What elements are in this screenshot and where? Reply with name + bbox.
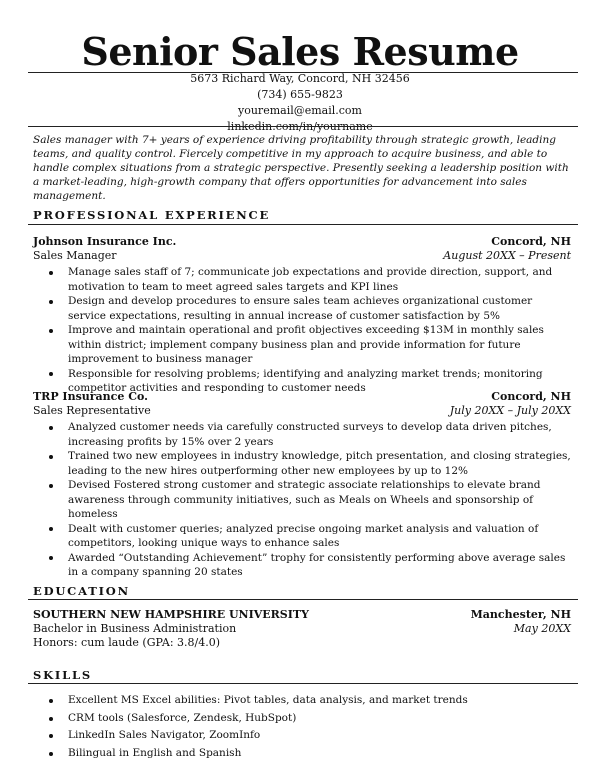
bullet-icon bbox=[49, 455, 53, 459]
phone: (734) 655-9823 bbox=[257, 88, 343, 101]
job-1-company: Johnson Insurance Inc. bbox=[33, 235, 177, 248]
bullet-icon bbox=[49, 300, 53, 304]
skill-text: Excellent MS Excel abilities: Pivot tables, data analysis, and market trends bbox=[68, 694, 468, 706]
list-item bbox=[33, 745, 573, 763]
job-1-location: Concord, NH bbox=[491, 235, 571, 248]
bullet-text: Manage sales staff of 7; communicate job expectations and provide direction, support, and motivation to team to meet agreed sales targets and KPI lines bbox=[68, 266, 553, 293]
bullet-text: Awarded “Outstanding Achievement” trophy for consistently performing above average sales in a company spanning 20 states bbox=[68, 551, 566, 578]
bullet-icon bbox=[49, 426, 53, 430]
skill-text: Bilingual in English and Spanish bbox=[68, 746, 242, 759]
email: youremail@email.com bbox=[238, 104, 362, 117]
bullet-icon bbox=[49, 717, 53, 721]
list-item bbox=[33, 420, 573, 449]
summary: Sales manager with 7+ years of experience driving profitability through strategic growth, leading teams, and quality control. Fiercely competitive in my approach to acquire business, and able to handle complex situations from a strategic perspective. Presently seeking a leadership position with a market-leading, high-growth company that offers opportunities for advancement into sales management. bbox=[33, 134, 569, 202]
job-2-bullets bbox=[33, 420, 573, 580]
bullet-icon bbox=[49, 329, 53, 333]
job-2-dates: July 20XX – July 20XX bbox=[449, 404, 571, 417]
job-2-company: TRP Insurance Co. bbox=[33, 390, 148, 403]
education-rule bbox=[28, 599, 578, 600]
job-2-location: Concord, NH bbox=[491, 390, 571, 403]
address: 5673 Richard Way, Concord, NH 32456 bbox=[190, 72, 410, 85]
bullet-text: Dealt with customer queries; analyzed precise ongoing market analysis and valuation of competitors, looking unique ways to enhance sales bbox=[68, 522, 539, 549]
job-1-bullets bbox=[33, 265, 573, 396]
list-item bbox=[33, 727, 573, 745]
bullet-icon bbox=[49, 271, 53, 275]
list-item bbox=[33, 692, 573, 710]
bullet-icon bbox=[49, 372, 53, 376]
skill-text: LinkedIn Sales Navigator, ZoomInfo bbox=[68, 729, 261, 741]
bullet-text: Responsible for resolving problems; identifying and analyzing market trends; monitoring competitor activities and responding to customer needs bbox=[68, 367, 543, 394]
experience-rule bbox=[28, 224, 578, 225]
graduation-date: May 20XX bbox=[513, 622, 571, 635]
school-name: SOUTHERN NEW HAMPSHIRE UNIVERSITY bbox=[33, 608, 309, 621]
bullet-icon bbox=[49, 556, 53, 560]
degree: Bachelor in Business Administration bbox=[33, 622, 237, 635]
list-item bbox=[33, 294, 573, 323]
honors: Honors: cum laude (GPA: 3.8/4.0) bbox=[33, 636, 221, 649]
job-1-role: Sales Manager bbox=[33, 249, 117, 262]
resume-title: Senior Sales Resume bbox=[81, 29, 519, 74]
list-item bbox=[33, 710, 573, 728]
bullet-icon bbox=[49, 734, 53, 738]
job-2-role: Sales Representative bbox=[33, 404, 151, 417]
bullet-text: Analyzed customer needs via carefully constructed surveys to develop data driven pitches, increasing profits by 15% over 2 years bbox=[68, 421, 552, 448]
bullet-icon bbox=[49, 484, 53, 488]
job-1-dates: August 20XX – Present bbox=[443, 249, 571, 262]
bullet-icon bbox=[49, 699, 53, 703]
bullet-text: Improve and maintain operational and profit objectives exceeding $13M in monthly sales within district; implement company business plan and provide information for future improvement to business manager bbox=[68, 324, 544, 365]
bullet-text: Design and develop procedures to ensure sales team achieves organizational customer service expectations, resulting in annual increase of customer satisfaction by 5% bbox=[68, 295, 533, 322]
skills-rule bbox=[28, 683, 578, 684]
skill-text: CRM tools (Salesforce, Zendesk, HubSpot) bbox=[68, 711, 297, 724]
school-location: Manchester, NH bbox=[470, 608, 571, 621]
bullet-icon bbox=[49, 527, 53, 531]
section-title-experience: PROFESSIONAL EXPERIENCE bbox=[33, 208, 271, 222]
contact-rule bbox=[28, 126, 578, 127]
section-title-skills: SKILLS bbox=[33, 668, 92, 682]
list-item bbox=[33, 449, 573, 478]
skills-list bbox=[33, 692, 573, 762]
list-item bbox=[33, 323, 573, 367]
bullet-icon bbox=[49, 752, 53, 756]
section-title-education: EDUCATION bbox=[33, 584, 130, 598]
bullet-text: Trained two new employees in industry knowledge, pitch presentation, and closing strategies, leading to the new hires outperforming other new employees by up to 12% bbox=[68, 450, 571, 477]
list-item bbox=[33, 478, 573, 522]
list-item bbox=[33, 265, 573, 294]
bullet-text: Devised Fostered strong customer and strategic associate relationships to elevate brand awareness through community initiatives, such as Meals on Wheels and sponsorship of homeless bbox=[68, 479, 541, 520]
linkedin: linkedin.com/in/yourname bbox=[227, 120, 373, 133]
list-item bbox=[33, 551, 573, 580]
list-item bbox=[33, 522, 573, 551]
